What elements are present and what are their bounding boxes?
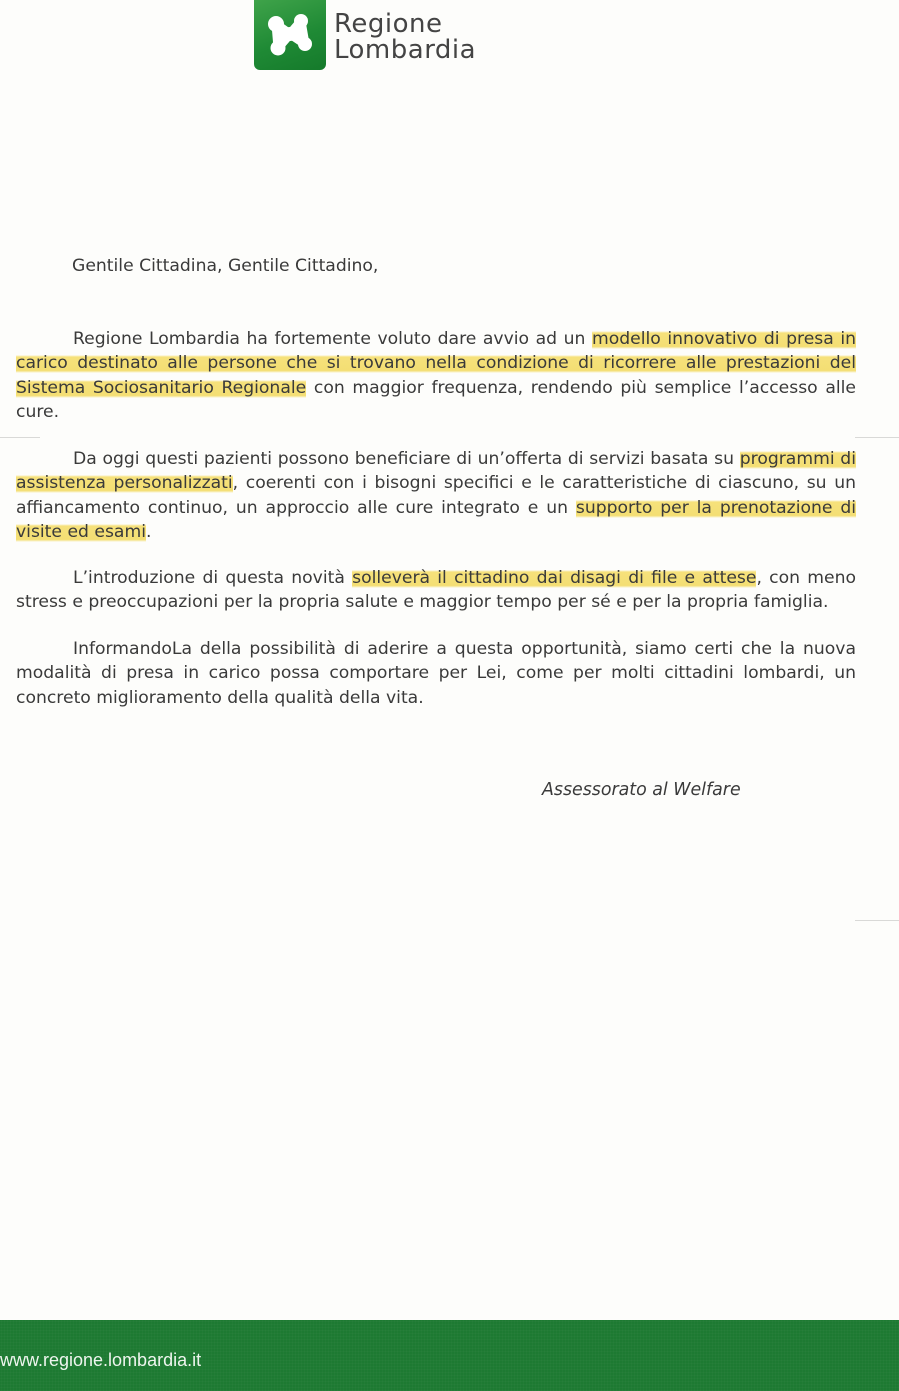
signature: Assessorato al Welfare: [542, 780, 741, 800]
paragraph-text: Da oggi questi pazienti possono beneficiare di un’offerta di servizi basata su: [73, 449, 740, 469]
highlighted-text: modello innovativo di presa in carico destinato alle persone che si trovano nella condizione di ricorrere alle prestazioni del Sistema Sociosanitario Regionale: [16, 329, 856, 398]
salutation: Gentile Cittadina, Gentile Cittadino,: [72, 256, 379, 276]
website-link[interactable]: www.regione.lombardia.it: [0, 1350, 202, 1370]
scan-artifact: [855, 437, 899, 438]
scan-artifact: [855, 920, 899, 921]
footer-band: [0, 1320, 899, 1391]
highlighted-text: programmi di assistenza personalizzati: [16, 449, 856, 494]
paragraph-text: L’introduzione di questa novità: [73, 568, 353, 588]
paragraph-text: , coerenti con i bisogni specifici e le caratteristiche di ciascuno, su un affiancamento continuo, un approccio alle cure integrato e un: [16, 473, 856, 518]
letter-paragraph-3: [16, 566, 856, 615]
letter-paragraph-1: [16, 327, 856, 424]
paragraph-text: .: [145, 521, 152, 542]
paragraph-text: Regione Lombardia ha fortemente voluto dare avvio ad un: [73, 329, 592, 349]
logo-line-lombardia: Lombardia: [334, 35, 477, 65]
highlighted-text: supporto per la prenotazione di visite ed esami: [16, 497, 857, 542]
letter-paragraph-2: [16, 447, 856, 544]
scan-artifact: [0, 437, 40, 438]
lombardia-rose-icon: [254, 0, 326, 70]
regione-lombardia-logo: [254, 0, 476, 70]
highlighted-text: solleverà il cittadino dai disagi di file e attese: [352, 568, 757, 588]
paragraph-text: InformandoLa della possibilità di aderire a questa opportunità, siamo certi che la nuova modalità di presa in carico possa comportare per Lei, come per molti cittadini lombardi, un concreto miglioramento della qualità della vita.: [16, 639, 856, 708]
paragraph-text: , con meno stress e preoccupazioni per la propria salute e maggior tempo per sé e per la propria famiglia.: [16, 568, 856, 613]
letter-paragraph-4: [16, 637, 856, 710]
logo-line-regione: Regione: [334, 9, 443, 39]
paragraph-text: con maggior frequenza, rendendo più semplice l’accesso alle cure.: [16, 377, 856, 422]
logo-wordmark: [334, 7, 476, 63]
